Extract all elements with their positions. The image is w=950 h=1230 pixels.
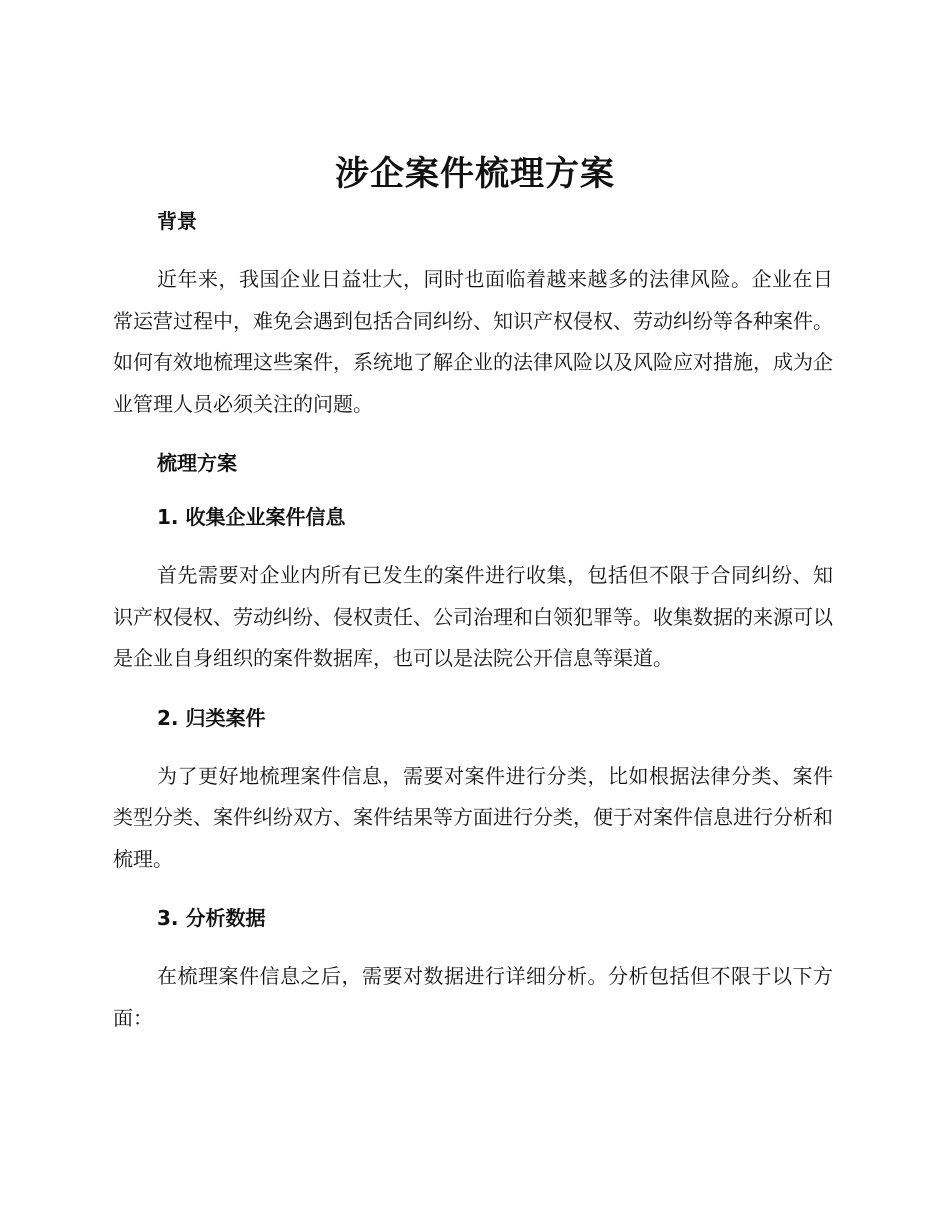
paragraph-step-3: 在梳理案件信息之后，需要对数据进行详细分析。分析包括但不限于以下方面：: [113, 964, 833, 1030]
document-title: 涉企案件梳理方案: [335, 154, 615, 194]
paragraph-step-1: 首先需要对企业内所有已发生的案件进行收集，包括但不限于合同纠纷、知识产权侵权、劳动纠纷、侵权责任、公司治理和白领犯罪等。收集数据的来源可以是企业自身组织的案件数据库，也可以是法院公开信息等渠道。: [113, 563, 833, 670]
section-heading-plan: 梳理方案: [157, 451, 237, 475]
paragraph-background: 近年来，我国企业日益壮大，同时也面临着越来越多的法律风险。企业在日常运营过程中，难免会遇到包括合同纠纷、知识产权侵权、劳动纠纷等各种案件。如何有效地梳理这些案件，系统地了解企业的法律风险以及风险应对措施，成为企业管理人员必须关注的问题。: [113, 267, 833, 416]
step-heading-2: 2. 归类案件: [157, 705, 266, 730]
paragraph-step-2: 为了更好地梳理案件信息，需要对案件进行分类，比如根据法律分类、案件类型分类、案件纠纷双方、案件结果等方面进行分类，便于对案件信息进行分析和梳理。: [113, 763, 833, 871]
document-body: [113, 203, 833, 1039]
section-heading-background: 背景: [157, 209, 197, 233]
step-heading-1: 1. 收集企业案件信息: [157, 505, 346, 529]
step-heading-3: 3. 分析数据: [157, 906, 266, 930]
